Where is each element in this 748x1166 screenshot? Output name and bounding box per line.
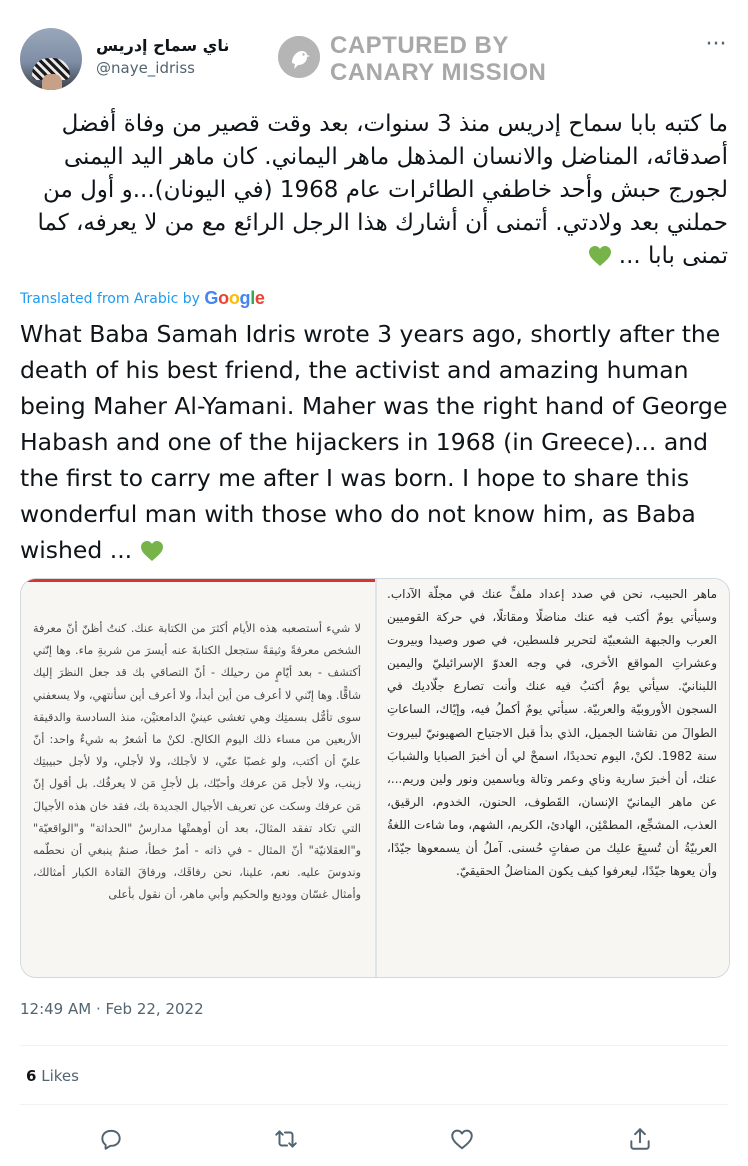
divider — [20, 1104, 728, 1105]
tweet-header — [20, 28, 728, 92]
retweet-icon[interactable] — [273, 1126, 299, 1152]
watermark-text — [330, 32, 546, 86]
like-icon[interactable] — [449, 1126, 475, 1152]
likes-number: 6 — [26, 1067, 37, 1085]
author-display-name[interactable]: ناي سماح إدريس — [96, 36, 230, 55]
tweet-arabic-body: ما كتبه بابا سماح إدريس منذ 3 سنوات، بعد وقت قصير من وفاة أفضل أصدقائه، المناضل والانسان المذهل ماهر اليماني. كان ماهر اليد اليمنى لجورج حبش وأحد خاطفي الطائرات عام 1968 (في اليونان)...و أول من حملني بعد ولادتي. أتمنى أن أشارك هذا الرجل الرائع مع من لا يعرفه، كما تمنى بابا ... — [37, 111, 728, 269]
watermark-line-2: CANARY MISSION — [330, 59, 547, 86]
avatar[interactable] — [20, 28, 82, 90]
translation-attribution[interactable] — [20, 288, 265, 309]
green-heart-icon — [588, 245, 612, 267]
tweet-timestamp[interactable]: 12:49 AM · Feb 22, 2022 — [20, 1000, 204, 1018]
google-logo: Google — [204, 288, 265, 308]
likes-count[interactable] — [26, 1067, 79, 1085]
more-options-icon[interactable]: ··· — [705, 32, 727, 57]
tweet-english-body: What Baba Samah Idris wrote 3 years ago, shortly after the death of his best friend, the activist and amazing human being Maher Al-Yamani. Maher was the right hand of George Habash and one of the hijackers in 1968 (in Greece)... and the first to carry me after I was born. I hope to share this wonderful man with those who do not know him, as Baba wished ... — [20, 320, 728, 564]
avatar-face — [42, 74, 62, 90]
canary-bird-icon — [278, 36, 320, 78]
author-names[interactable] — [96, 36, 229, 77]
share-icon[interactable] — [627, 1126, 653, 1152]
watermark-line-1: CAPTURED BY — [330, 32, 509, 59]
divider — [20, 1045, 728, 1046]
translated-label: Translated from Arabic by — [20, 291, 200, 307]
canary-mission-watermark — [278, 32, 568, 84]
green-heart-icon — [140, 540, 164, 562]
likes-label: Likes — [41, 1067, 79, 1085]
tweet-text-arabic — [20, 108, 728, 273]
author-handle[interactable]: @naye_idriss — [96, 59, 195, 77]
scanned-page-left — [21, 579, 375, 977]
scanned-page-right — [377, 579, 729, 977]
scanned-page-right-text: ماهر الحبيب، نحن في صدد إعداد ملفٍّ عنك في مجلّة الآداب. وسيأتي يومٌ أكتب فيه عنك مناضلًا ومقاتلًا، في حركة القوميين العرب والجبهة الشعبيّة لتحرير فلسطين، في صور وصيدا وبيروت وعشراتِ المواقع الأخرى، في وجه العدوّ الإسرائيليّ واليمين اللبنانيّ. سيأتي يومٌ أكتبُ فيه عنك وأنت تصارع جلّاديك في السجون الأوروبيّة والعربيّة. سيأتي يومٌ أكملُ فيه، وإيّاك، الساعاتِ الطوالَ من نقاشنا الجميل، الذي بدأ قبل الاجتياح الصهيونيّ لبيروت سنة 1982. لكنْ، اليوم تحديدًا، اسمحْ لي أن أخبرَ الصبايا والشبابَ عنك، أن أخبرَ سارية وناي وعمر وتالة وياسمين ونور ولين وريم...، عن ماهر اليمانيّ الإنسان، القَطوف، الحنون، الخدوم، الرقيق، العذب، المشجِّع، المطمْئِن، الهادئ، الكريم، الشهم، وما شاءت اللغةُ العربيّةُ أن تُسبِغَ عليك من صفاتٍ حُسنى. آملُ أن يسمعوها جيّدًا، وأن يعوها جيّدًا، ليعرفوا كيف يكون المناضلُ الحقيقيّ. — [387, 587, 717, 879]
reply-icon[interactable] — [98, 1126, 124, 1152]
tweet-text-english — [20, 316, 732, 568]
tweet-media-image[interactable] — [20, 578, 730, 978]
scanned-page-left-text: لا شيء أستصعبه هذه الأيام أكثرَ من الكتابة عنك. كنتُ أظنّ أنّ معرفة الشخص معرفةً وثيقةً ستجعل الكتابةَ عنه أيسرَ من شربةِ ماء. وها إنّني أكتشف - بعد أيّامٍ من رحيلك - أنّ التصاقي بك قد جعل النظرَ إليك شاقًّا. وها إنّني لا أعرف من أين أبدأ، ولا أعرف أين سأنتهي، ولا يسعفني سوى تأمُّل بسمتِك وهي تغشى عينيْ الدامعتيْن، منذ السادسة والدقيقة الأربعين من مساء ذلك اليوم الكالح. لكنْ ما أشعرُ به شيءٌ واحد: أنّ عليّ أن أكتب، ولو غصبًا عنّي، لا لأجلك، ولا لأجلي، ولا لأجل حبيبتِك زينب، ولا لأجل مَن عرفك وأحبّك، بل لأجلِ مَن لا يعرفُك. بل أقول إنّ مَن عرفك وسكت عن تعريف الأجيال الجديدة بك، فقد خان هذه الأجيالَ التي تكاد تفقد المثالَ، بعد أن أوهمتْها مدارسُ "الحداثة" و"الواقعيّة" و"العقلانيّة" أنّ المثال - في ذاته - أمرٌ خطأ، صنمٌ ينبغي أن نحطّمه وندوسَ عليه. نعم، علينا، نحن رفاقَك، ورفاقَ القادة الكبار أمثالك، وأمثال غسّان ووديع والحكيم وأبي ماهر، أن نقول بأعلى — [33, 622, 361, 902]
